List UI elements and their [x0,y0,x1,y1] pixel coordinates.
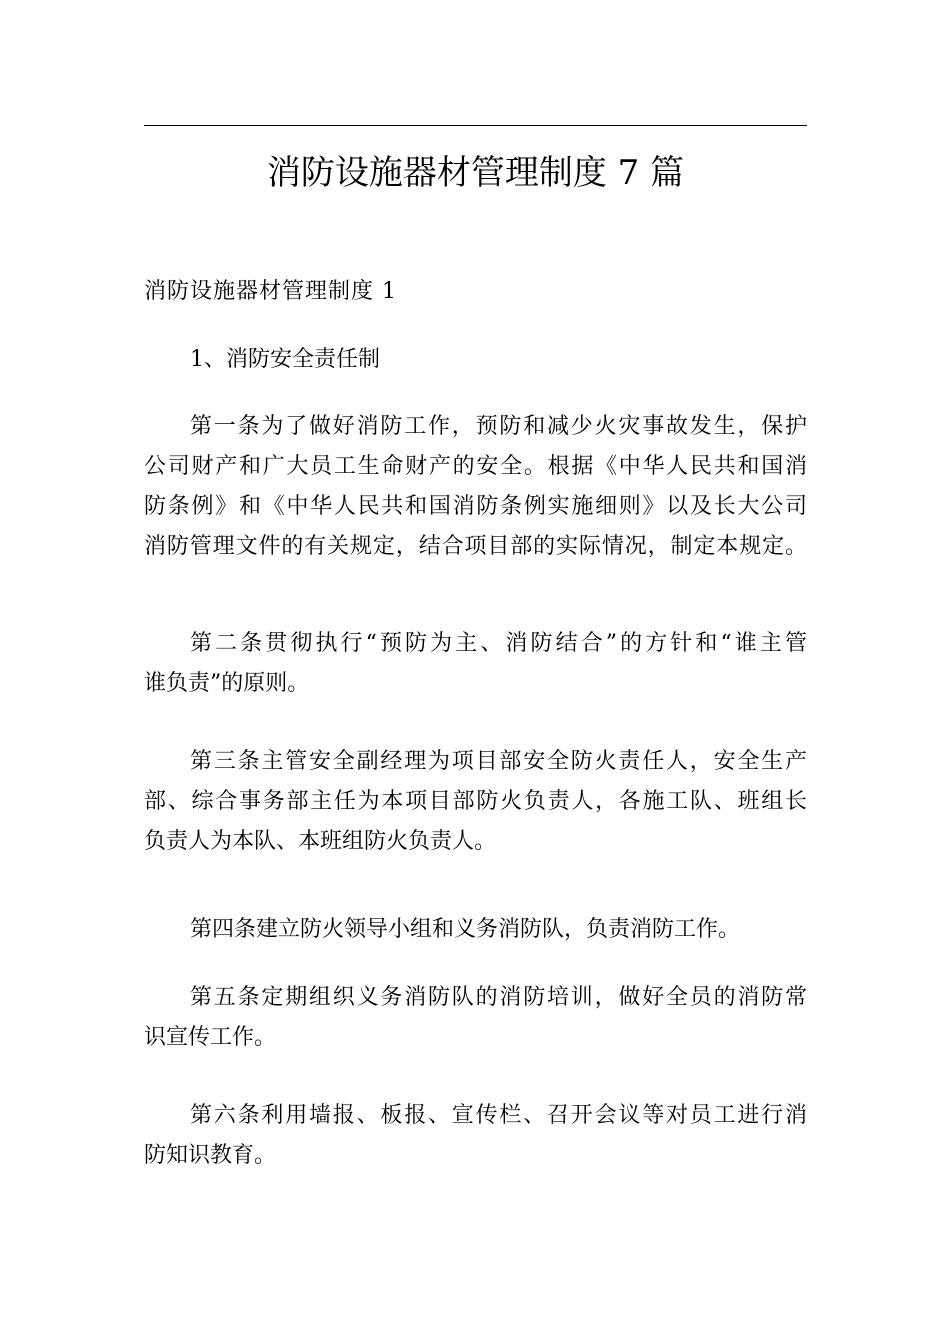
paragraph-line: 消防管理文件的有关规定，结合项目部的实际情况，制定本规定。 [144,534,807,559]
paragraph-line: 第二条贯彻执行“预防为主、消防结合”的方针和“谁主管 [190,631,807,656]
paragraph-line: 谁负责”的原则。 [144,671,310,696]
paragraph-line: 第五条定期组织义务消防队的消防培训，做好全员的消防常 [190,985,807,1010]
paragraph-line: 防条例》和《中华人民共和国消防条例实施细则》以及长大公司 [144,494,807,519]
paragraph-line: 识宣传工作。 [144,1025,277,1050]
paragraph-line: 第六条利用墙报、板报、宣传栏、召开会议等对员工进行消 [190,1103,807,1128]
paragraph-line: 公司财产和广大员工生命财产的安全。根据《中华人民共和国消 [144,454,807,479]
paragraph-article-2 [144,624,807,704]
paragraph-article-1 [144,407,807,567]
paragraph-line: 1、消防安全责任制 [190,347,380,372]
paragraph-line: 第三条主管安全副经理为项目部安全防火责任人，安全生产 [190,749,807,774]
paragraph-line: 负责人为本队、本班组防火负责人。 [144,829,497,854]
header-rule [144,125,807,126]
paragraph-article-6 [144,1096,807,1176]
paragraph-line: 防知识教育。 [144,1143,277,1168]
paragraph-item-1 [144,340,807,380]
section-heading: 消防设施器材管理制度 1 [144,279,397,304]
paragraph-article-5 [144,978,807,1058]
document-title: 消防设施器材管理制度 7 篇 [266,153,685,193]
paragraph-line: 部、综合事务部主任为本项目部防火负责人，各施工队、班组长 [144,789,807,814]
paragraph-article-4 [144,910,807,950]
paragraph-line: 第四条建立防火领导小组和义务消防队，负责消防工作。 [190,917,741,942]
paragraph-article-3 [144,742,807,862]
paragraph-line: 第一条为了做好消防工作，预防和减少火灾事故发生，保护 [190,414,807,439]
